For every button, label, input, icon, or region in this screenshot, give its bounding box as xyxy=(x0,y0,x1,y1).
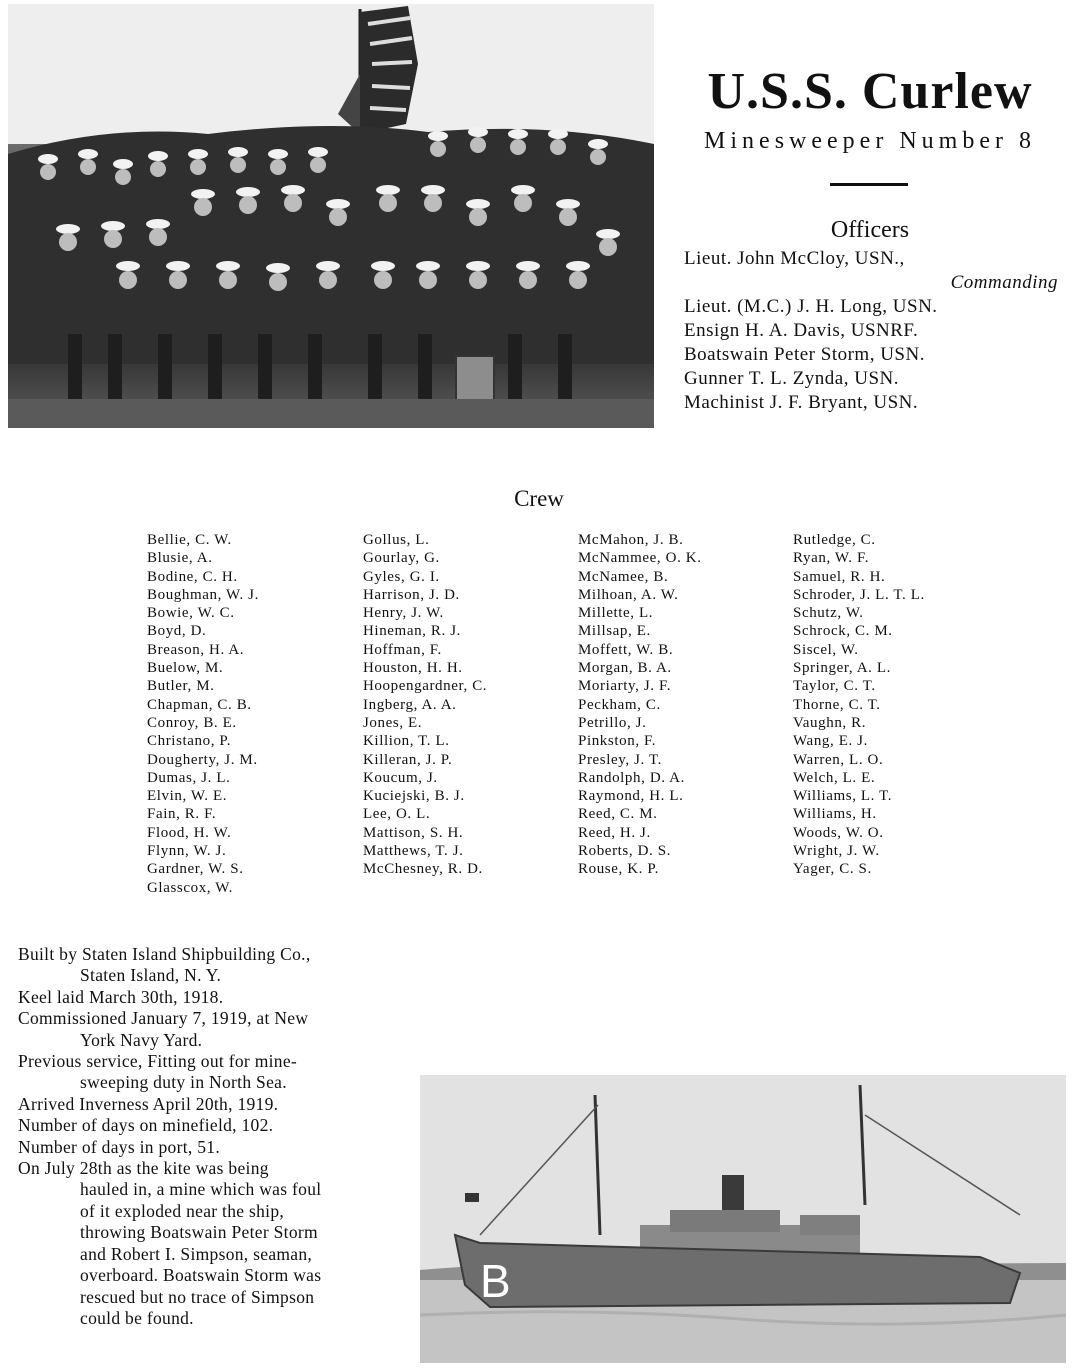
crew-member: Vaughn, R. xyxy=(793,714,867,731)
crew-member: Flynn, W. J. xyxy=(147,843,227,860)
history-line: sweeping duty in North Sea. xyxy=(80,1072,287,1093)
crew-column xyxy=(578,531,788,879)
crew-member: Chapman, C. B. xyxy=(147,696,252,713)
crew-member: McNammee, O. K. xyxy=(578,550,702,567)
crew-member: Buelow, M. xyxy=(147,660,224,677)
crew-heading: Crew xyxy=(514,486,564,511)
crew-photo xyxy=(8,4,654,428)
crew-member: Warren, L. O. xyxy=(793,751,884,768)
crew-member: Jones, E. xyxy=(363,714,423,731)
history-previous-service xyxy=(18,1051,402,1094)
crew-member: Samuel, R. H. xyxy=(793,568,886,585)
officer-entry: Boatswain Peter Storm, USN. xyxy=(684,344,925,365)
history-line: Commissioned January 7, 1919, at New xyxy=(18,1008,309,1029)
crew-member: McMahon, J. B. xyxy=(578,532,684,548)
crew-member: Bowie, W. C. xyxy=(147,605,235,622)
history-line: throwing Boatswain Peter Storm xyxy=(80,1222,318,1243)
crew-member: Moriarty, J. F. xyxy=(578,678,672,695)
crew-member: Gyles, G. I. xyxy=(363,568,440,585)
crew-member: Springer, A. L. xyxy=(793,660,891,677)
crew-member: Schroder, J. L. T. L. xyxy=(793,586,925,603)
ship-title: U.S.S. Curlew xyxy=(707,63,1033,120)
crew-member: Reed, C. M. xyxy=(578,806,658,823)
crew-member: Blusie, A. xyxy=(147,550,213,567)
crew-member: McNamee, B. xyxy=(578,568,669,585)
crew-member: Schrock, C. M. xyxy=(793,623,893,640)
crew-member: Taylor, C. T. xyxy=(793,678,876,695)
history-line: and Robert I. Simpson, seaman, xyxy=(80,1243,313,1264)
crew-member: Killeran, J. P. xyxy=(363,751,453,768)
crew-member: Moffett, W. B. xyxy=(578,641,674,658)
crew-member: Ryan, W. F. xyxy=(793,550,870,567)
crew-member: Hoopengardner, C. xyxy=(363,678,488,695)
crew-member: Koucum, J. xyxy=(363,769,438,786)
crew-member: Wang, E. J. xyxy=(793,733,868,750)
history-incident xyxy=(18,1158,402,1329)
crew-member: Williams, L. T. xyxy=(793,788,893,805)
officer-role: Commanding xyxy=(950,272,1058,293)
crew-member: Milhoan, A. W. xyxy=(578,586,679,603)
crew-member: Peckham, C. xyxy=(578,696,661,713)
officer-entry: Lieut. (M.C.) J. H. Long, USN. xyxy=(684,296,938,317)
crew-member: Morgan, B. A. xyxy=(578,660,672,677)
history-line: hauled in, a mine which was foul xyxy=(80,1179,322,1200)
crew-member: Schutz, W. xyxy=(793,605,864,622)
officers-heading: Officers xyxy=(830,217,910,243)
crew-member: Killion, T. L. xyxy=(363,733,450,750)
crew-member: Bodine, C. H. xyxy=(147,568,238,585)
crew-column xyxy=(793,531,1003,879)
crew-member: Petrillo, J. xyxy=(578,714,647,731)
officer-entry: Ensign H. A. Davis, USNRF. xyxy=(684,320,919,341)
history-line: of it exploded near the ship, xyxy=(80,1200,285,1221)
crew-member: Flood, H. W. xyxy=(147,824,232,841)
crew-member: Matthews, T. J. xyxy=(363,843,464,860)
history-line: rescued but no trace of Simpson xyxy=(80,1286,315,1307)
crew-member: Lee, O. L. xyxy=(363,806,431,823)
title-divider xyxy=(830,183,908,186)
history-commissioned xyxy=(18,1008,402,1051)
crew-member: Williams, H. xyxy=(793,806,877,823)
ship-photo xyxy=(420,1075,1066,1363)
officer-entry: Gunner T. L. Zynda, USN. xyxy=(684,368,899,389)
crew-member: Butler, M. xyxy=(147,678,215,695)
history-days-port: Number of days in port, 51. xyxy=(18,1136,221,1157)
crew-member: Houston, H. H. xyxy=(363,660,463,677)
crew-member: Gollus, L. xyxy=(363,532,430,548)
ship-subtitle: Minesweeper Number 8 xyxy=(704,128,1036,154)
history-line: overboard. Boatswain Storm was xyxy=(80,1265,322,1286)
crew-member: Reed, H. J. xyxy=(578,824,651,841)
officer-entry: Machinist J. F. Bryant, USN. xyxy=(684,392,919,413)
crew-member: Glasscox, W. xyxy=(147,879,233,896)
crew-member: Rutledge, C. xyxy=(793,532,876,548)
officer-entry: Lieut. John McCloy, USN., xyxy=(684,248,905,269)
crew-member: Gourlay, G. xyxy=(363,550,440,567)
crew-member: Gardner, W. S. xyxy=(147,861,244,878)
crew-member: Dumas, J. L. xyxy=(147,769,231,786)
crew-member: Woods, W. O. xyxy=(793,824,884,841)
history-line: Staten Island, N. Y. xyxy=(80,965,222,986)
crew-member: Ingberg, A. A. xyxy=(363,696,457,713)
history-days-minefield: Number of days on minefield, 102. xyxy=(18,1115,274,1136)
history-line: On July 28th as the kite was being xyxy=(18,1158,269,1179)
crew-member: Rouse, K. P. xyxy=(578,861,659,878)
crew-member: Yager, C. S. xyxy=(793,861,872,878)
crew-member: Bellie, C. W. xyxy=(147,532,232,548)
crew-member: Welch, L. E. xyxy=(793,769,876,786)
crew-member: Wright, J. W. xyxy=(793,843,880,860)
crew-column xyxy=(147,531,357,897)
service-history xyxy=(18,944,402,1329)
history-line: York Navy Yard. xyxy=(80,1029,203,1050)
crew-member: McChesney, R. D. xyxy=(363,861,483,878)
crew-member: Harrison, J. D. xyxy=(363,586,460,603)
history-line: Built by Staten Island Shipbuilding Co., xyxy=(18,944,311,964)
crew-member: Millette, L. xyxy=(578,605,654,622)
crew-member: Hoffman, F. xyxy=(363,641,442,658)
crew-member: Christano, P. xyxy=(147,733,232,750)
crew-member: Fain, R. F. xyxy=(147,806,217,823)
crew-member: Dougherty, J. M. xyxy=(147,751,258,768)
crew-member: Pinkston, F. xyxy=(578,733,657,750)
crew-column xyxy=(363,531,573,879)
history-built xyxy=(18,944,402,987)
history-keel: Keel laid March 30th, 1918. xyxy=(18,986,224,1007)
crew-member: Randolph, D. A. xyxy=(578,769,685,786)
crew-member: Boyd, D. xyxy=(147,623,207,640)
history-line: Previous service, Fitting out for mine- xyxy=(18,1051,298,1072)
crew-member: Millsap, E. xyxy=(578,623,651,640)
crew-member: Boughman, W. J. xyxy=(147,586,259,603)
crew-member: Henry, J. W. xyxy=(363,605,444,622)
crew-member: Roberts, D. S. xyxy=(578,843,671,860)
crew-member: Siscel, W. xyxy=(793,641,859,658)
crew-member: Conroy, B. E. xyxy=(147,714,237,731)
history-arrived: Arrived Inverness April 20th, 1919. xyxy=(18,1093,279,1114)
hull-letter: B xyxy=(480,1255,511,1307)
history-line: could be found. xyxy=(80,1307,194,1328)
crew-member: Kuciejski, B. J. xyxy=(363,788,465,805)
crew-member: Thorne, C. T. xyxy=(793,696,881,713)
crew-member: Raymond, H. L. xyxy=(578,788,684,805)
officers-list xyxy=(684,247,1074,415)
crew-member: Mattison, S. H. xyxy=(363,824,464,841)
crew-member: Hineman, R. J. xyxy=(363,623,461,640)
crew-member: Elvin, W. E. xyxy=(147,788,228,805)
crew-member: Breason, H. A. xyxy=(147,641,245,658)
crew-member: Presley, J. T. xyxy=(578,751,662,768)
